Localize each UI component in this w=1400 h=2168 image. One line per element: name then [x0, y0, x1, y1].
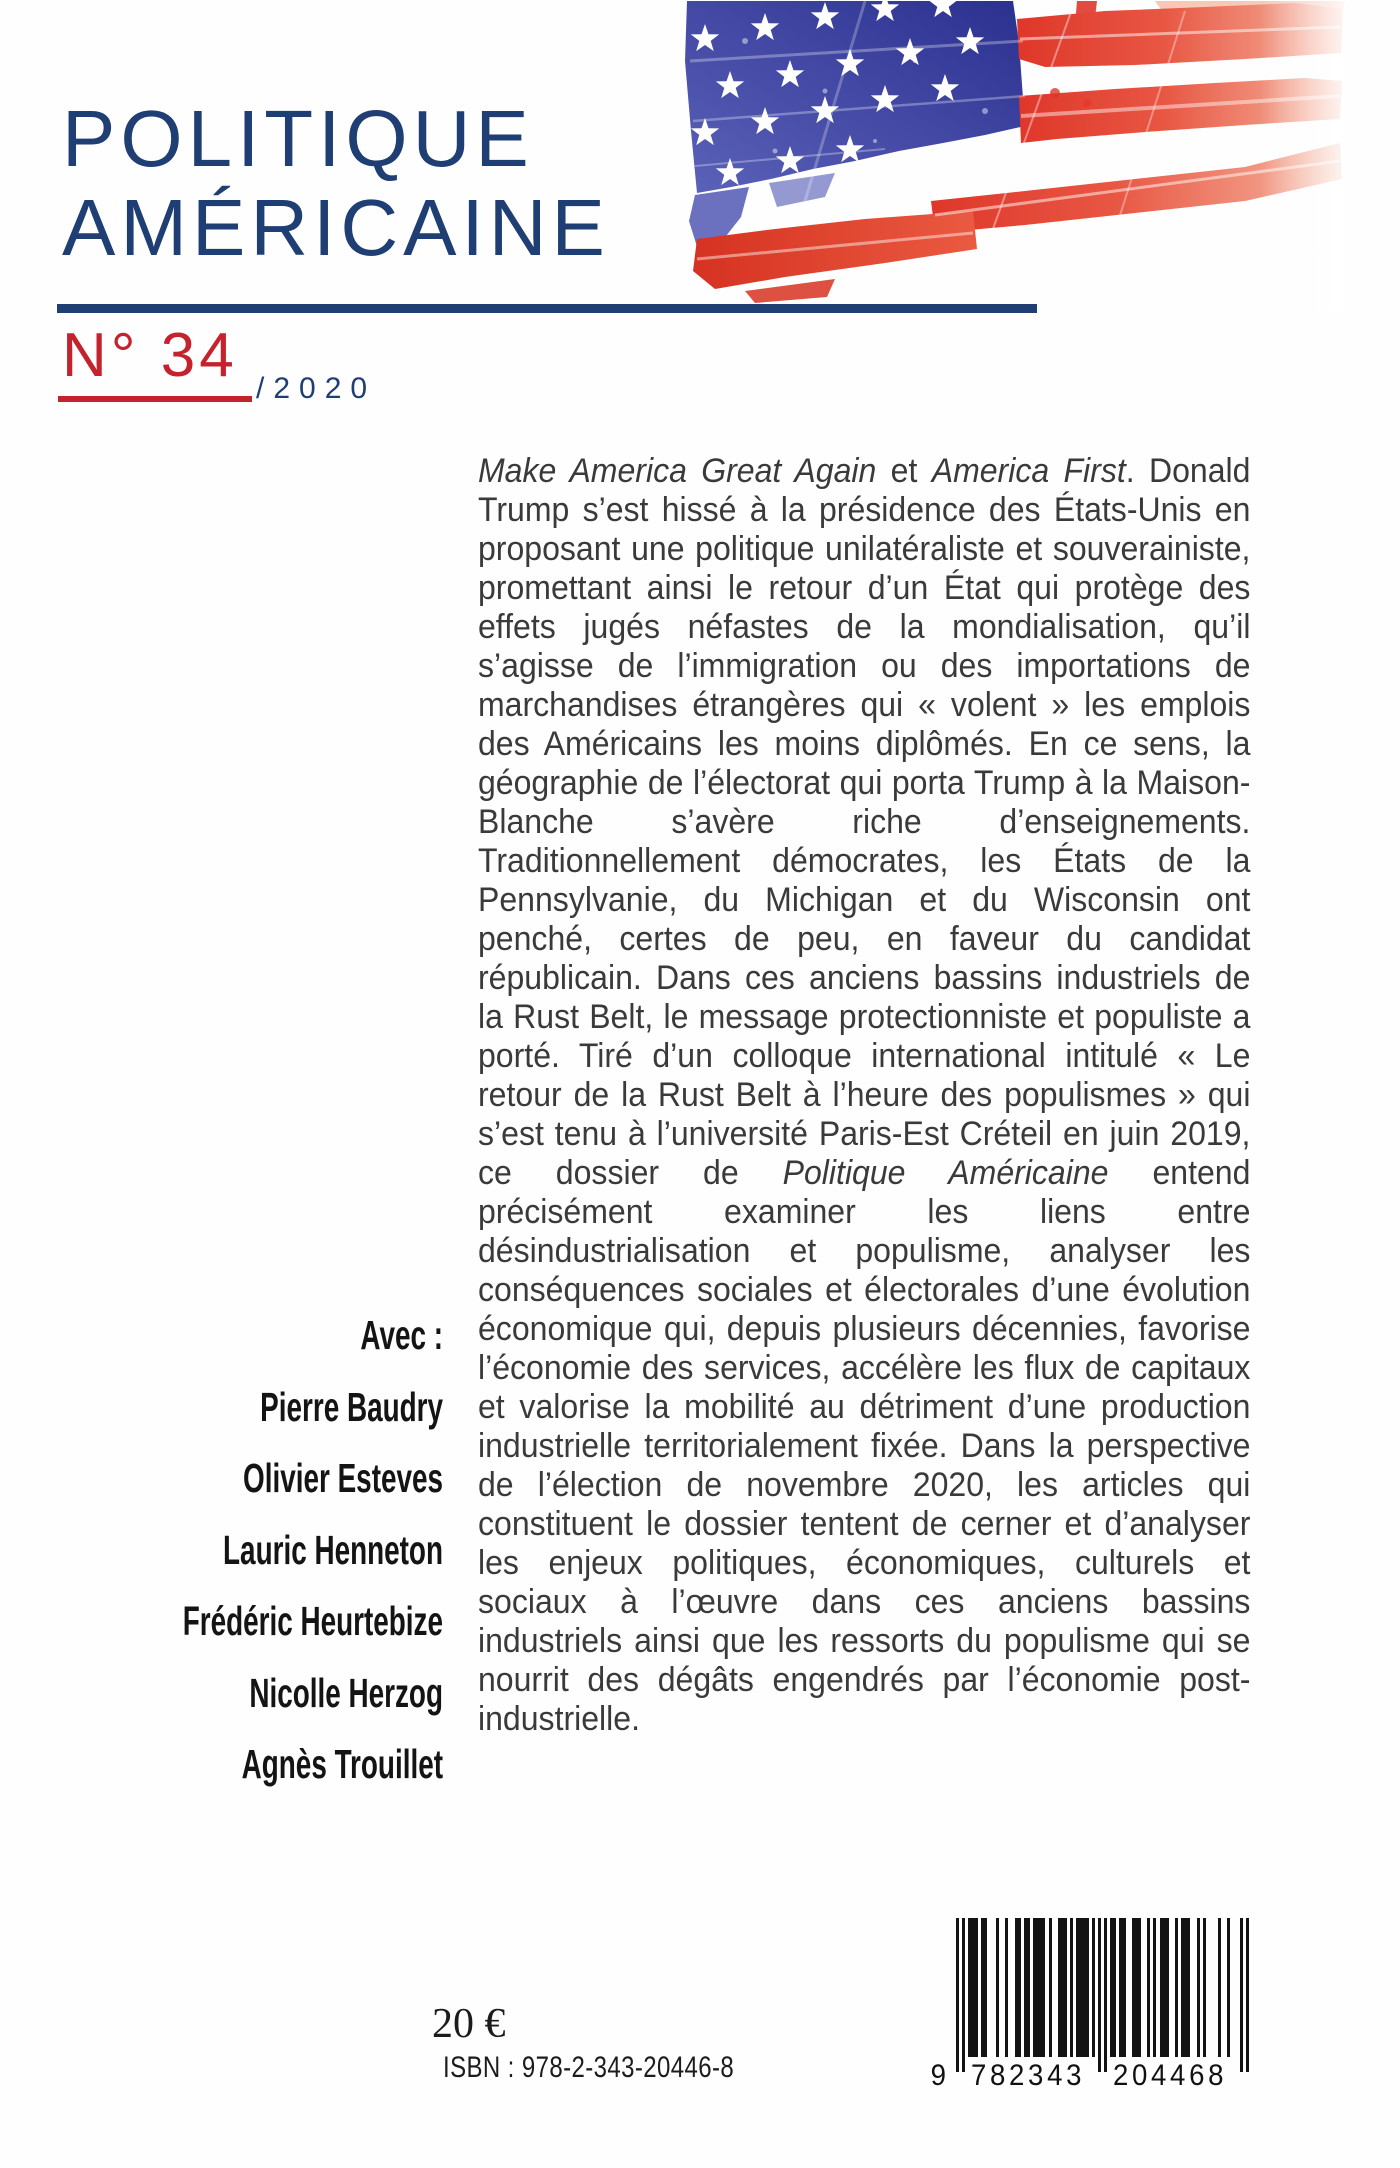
contributor-name: Nicolle Herzog	[249, 1669, 443, 1716]
barcode-lead-digit: 9	[930, 2059, 947, 2092]
price-label: 20 €	[432, 2001, 506, 2047]
contributors-list	[8, 1300, 443, 1801]
summary-segment-2: et	[876, 452, 932, 490]
journal-title	[62, 94, 610, 272]
header-rule	[57, 304, 1037, 313]
barcode-left-digits: 782343	[970, 2059, 1086, 2092]
isbn-label: ISBN : 978-2-343-20446-8	[443, 2051, 735, 2084]
contributor-name: Lauric Henneton	[223, 1526, 443, 1573]
issue-year: /2020	[256, 372, 377, 405]
journal-title-line2: AMÉRICAINE	[62, 183, 610, 272]
us-flag-grunge-icon	[685, 0, 1345, 312]
ean13-barcode	[930, 1918, 1249, 2096]
contributor-name: Agnès Trouillet	[241, 1741, 443, 1787]
contributor-name: Pierre Baudry	[260, 1383, 443, 1430]
issue-number-underline	[58, 396, 252, 402]
summary-segment-4: . Donald Trump s’est hissé à la présidence des États-Unis en proposant une politique unilatéraliste et souverainiste, promettant ainsi le retour d’un État qui protège des effets jugés néfastes de la mondialisation, qu’il s’agisse de l’immigration ou des importations de marchandises étrangères qui « volent » les emplois des Américains les moins diplômés. En ce sens, la géographie de l’électorat qui porta Trump à la Maison-Blanche s’avère riche d’enseignements. Traditionnellement démocrates, les États de la Pennsylvanie, du Michigan et du Wisconsin ont penché, certes de peu, en faveur du candidat républicain. Dans ces anciens bassins industriels de la Rust Belt, le message protectionniste et populiste a porté. Tiré d’un colloque international intitulé « Le retour de la Rust Belt à l’heure des populismes » qui s’est tenu à l’université Paris-Est Créteil en juin 2019, ce dossier de	[478, 452, 1251, 1192]
journal-title-line1: POLITIQUE	[62, 94, 534, 183]
barcode-right-digits: 204468	[1112, 2059, 1228, 2092]
summary-italic-5: Politique Américaine	[782, 1154, 1109, 1192]
contributor-name: Olivier Esteves	[243, 1455, 443, 1501]
contributor-name: Frédéric Heurtebize	[182, 1598, 443, 1644]
summary-italic-1: Make America Great Again	[478, 452, 877, 490]
summary-segment-6: entend précisément examiner les liens entre désindustrialisation et populisme, analyser les conséquences sociales et électorales d’une évolution économique qui, depuis plusieurs décennies, favorise l’économie des services, accélère les flux de capitaux et valorise la mobilité au détriment d’une production industrielle territorialement fixée. Dans la perspective de l’élection de novembre 2020, les articles qui constituent le dossier tentent de cerner et d’analyser les enjeux politiques, économiques, culturels et sociaux à l’œuvre dans ces anciens bassins industriels ainsi que les ressorts du populisme qui se nourrit des dégâts engendrés par l’économie post-industrielle.	[478, 1154, 1251, 1738]
summary-italic-3: America First	[931, 452, 1126, 490]
issue-number: N° 34	[62, 321, 238, 390]
summary-text	[478, 452, 1250, 1739]
contributors-label: Avec :	[360, 1312, 443, 1358]
